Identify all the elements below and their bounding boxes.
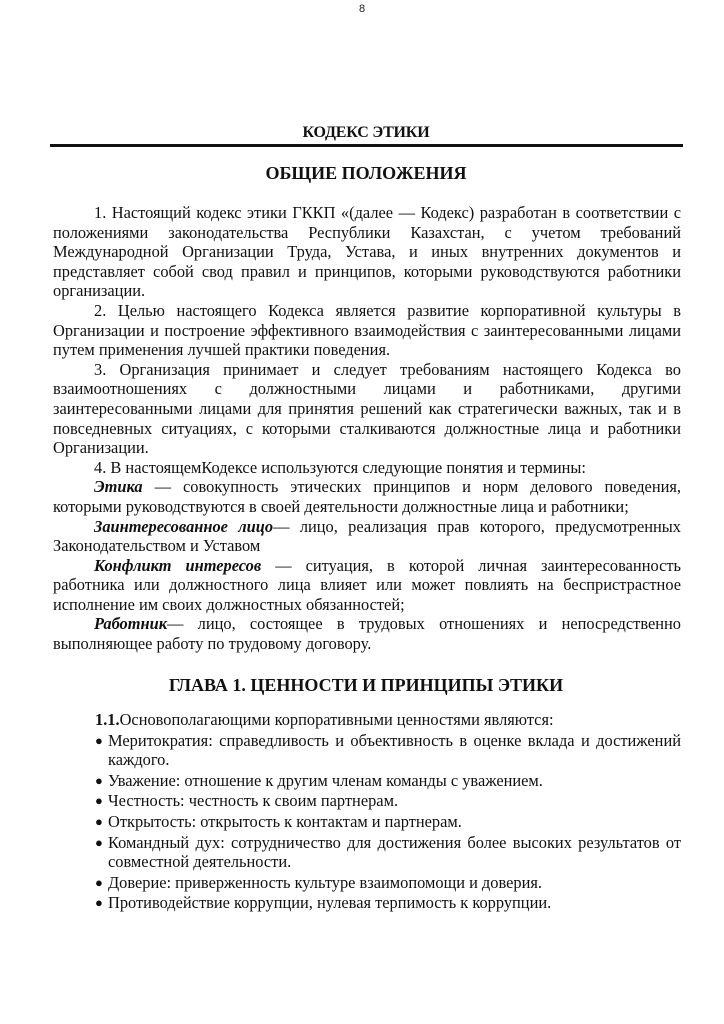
paragraph-4: 4. В настоящемКодексе используются следующие понятия и термины: xyxy=(94,457,586,477)
definition-text: — лицо, состоящее в трудовых отношениях и непосредственно выполняющее работу по трудовому договору. xyxy=(53,614,681,654)
list-item: ● Честность: честность к своим партнерам. xyxy=(95,791,399,811)
list-item: ● Доверие: приверженность культуре взаимопомощи и доверия. xyxy=(95,872,542,892)
clause-text: Основополагающими корпоративными ценностями являются: xyxy=(119,710,554,729)
definition-term: Работник xyxy=(94,614,168,634)
bullet-icon: ● xyxy=(95,813,103,829)
definition-text: — совокупность этических принципов и норм делового поведения, которыми руководствуются в своей деятельности должностные лица и работники; xyxy=(53,477,681,516)
definition-stakeholder xyxy=(53,517,681,556)
definition-conflict-of-interest xyxy=(53,556,681,615)
paragraph-1: 1. Настоящий кодекс этики ГККП «(далее — Кодекс) разработан в соответствии с положениями законодательства Республики Казахстан, с учетом требований Международной Организации Труда, Устава, и иных внутренних документов и представляет собой свод правил и принципов, которыми руководствуются работники организации. xyxy=(53,203,681,301)
section-heading-general: ОБЩИЕ ПОЛОЖЕНИЯ xyxy=(265,163,467,183)
title-divider xyxy=(50,144,683,147)
general-provisions-body xyxy=(53,203,681,654)
bullet-icon: ● xyxy=(95,874,103,890)
definition-term: Конфликт интересов xyxy=(94,555,262,575)
list-item: ● Противодействие коррупции, нулевая терпимость к коррупции. xyxy=(95,893,552,913)
core-values-list xyxy=(95,731,681,913)
core-values-lead xyxy=(95,710,681,730)
list-item: ● Уважение: отношение к другим членам команды с уважением. xyxy=(95,770,543,790)
bullet-icon: ● xyxy=(95,895,103,911)
bullet-icon: ● xyxy=(95,732,103,748)
list-item: ● Открытость: открытость к контактам и партнерам. xyxy=(95,811,462,831)
list-item: ● Меритократия: справедливость и объективность в оценке вклада и достижений каждого. xyxy=(95,730,681,770)
clause-number: 1.1. xyxy=(95,710,120,729)
page-number: 8 xyxy=(358,3,366,15)
section-heading-chapter-1: ГЛАВА 1. ЦЕННОСТИ И ПРИНЦИПЫ ЭТИКИ xyxy=(168,675,564,695)
document-title: КОДЕКС ЭТИКИ xyxy=(302,124,430,141)
definition-term: Заинтересованное лицо xyxy=(94,516,274,536)
bullet-icon: ● xyxy=(95,834,103,850)
list-item: ● Командный дух: сотрудничество для достижения более высоких результатов от совместной деятельности. xyxy=(95,832,681,872)
bullet-icon: ● xyxy=(95,772,103,788)
definition-term: Этика xyxy=(94,477,143,497)
definition-text: — лицо, реализация прав которого, предусмотренных Законодательством и Уставом xyxy=(53,516,681,556)
definition-text: — ситуация, в которой личная заинтересованность работника или должностного лица влияет или может повлиять на беспристрастное исполнение им своих должностных обязанностей; xyxy=(53,555,681,614)
bullet-icon: ● xyxy=(95,793,103,809)
paragraph-3: 3. Организация принимает и следует требованиям настоящего Кодекса во взаимоотношениях с должностными лицами и работниками, другими заинтересованными лицами для принятия решений как стратегически важных, так и в повседневных ситуациях, с которыми сталкиваются должностные лица и работники Организации. xyxy=(53,359,681,458)
definition-employee xyxy=(53,614,681,653)
core-values-block xyxy=(95,710,681,914)
paragraph-2: 2. Целью настоящего Кодекса является развитие корпоративной культуры в Организации и построение эффективного взаимодействия с заинтересованными лицами путем применения лучшей практики поведения. xyxy=(53,300,681,360)
definition-ethics xyxy=(53,477,681,516)
